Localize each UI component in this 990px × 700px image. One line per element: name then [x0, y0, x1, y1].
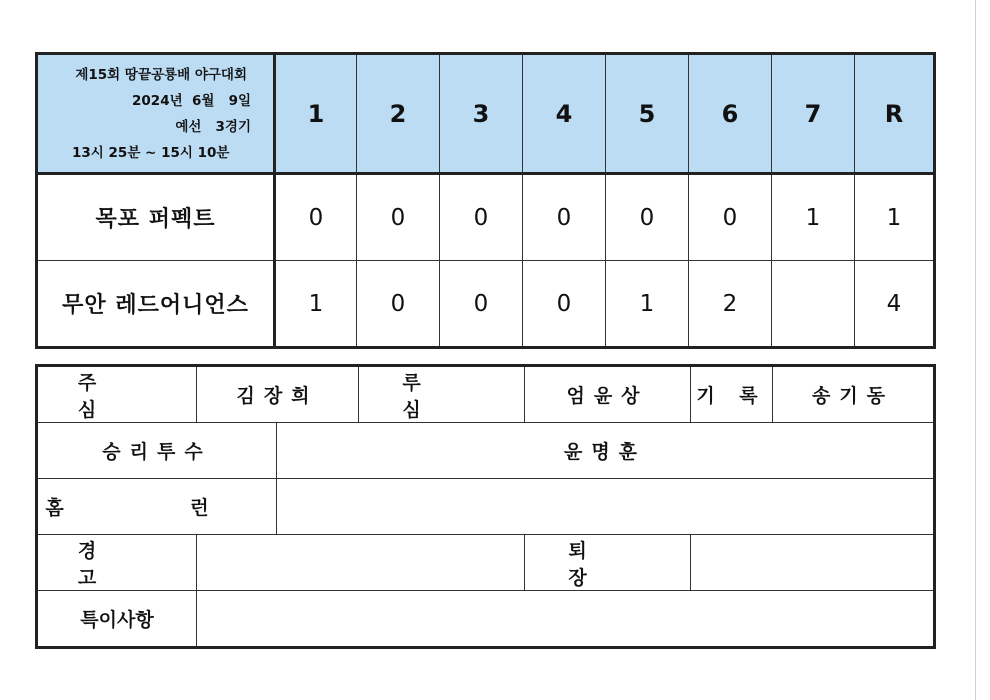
warning-value — [197, 535, 525, 591]
remarks-label: 특이사항 — [37, 591, 197, 648]
umpires-row — [37, 366, 935, 423]
inning-header-4: 4 — [523, 54, 606, 174]
inning-score — [772, 261, 855, 348]
discipline-row — [37, 535, 935, 591]
scorer-label: 기 록 — [691, 366, 773, 423]
inning-header-2: 2 — [357, 54, 440, 174]
winning-pitcher-row — [37, 423, 935, 479]
total-runs: 1 — [855, 174, 935, 261]
chief-umpire-label: 주 심 — [37, 366, 197, 423]
inning-score: 0 — [440, 261, 523, 348]
inning-header-1: 1 — [275, 54, 357, 174]
team-name: 목포 퍼펙트 — [37, 174, 275, 261]
inning-score: 0 — [689, 174, 772, 261]
scoreboard-header-row — [37, 54, 935, 174]
inning-header-7: 7 — [772, 54, 855, 174]
scorer-value: 송기동 — [773, 366, 935, 423]
tournament-title: 제15회 땅끝공룡배 야구대회 — [75, 66, 247, 83]
winning-pitcher-value: 윤명훈 — [277, 423, 935, 479]
inning-score: 0 — [523, 261, 606, 348]
remarks-value — [197, 591, 935, 648]
inning-score: 0 — [523, 174, 606, 261]
remarks-row — [37, 591, 935, 648]
inning-score: 1 — [275, 261, 357, 348]
scan-edge-line — [975, 0, 976, 700]
inning-header-3: 3 — [440, 54, 523, 174]
warning-label: 경 고 — [37, 535, 197, 591]
inning-score: 2 — [689, 261, 772, 348]
inning-score: 0 — [440, 174, 523, 261]
inning-score: 1 — [606, 261, 689, 348]
inning-score: 1 — [772, 174, 855, 261]
home-run-value — [277, 479, 935, 535]
runs-header: R — [855, 54, 935, 174]
inning-score: 0 — [357, 174, 440, 261]
scoreboard-table — [35, 52, 936, 349]
winning-pitcher-label: 승리투수 — [37, 423, 277, 479]
game-time: 13시 25분 ~ 15시 10분 — [72, 144, 230, 161]
total-runs: 4 — [855, 261, 935, 348]
home-run-row — [37, 479, 935, 535]
game-info-cell — [37, 54, 275, 174]
game-date: 2024년 6월 9일 — [132, 92, 251, 109]
ejection-label: 퇴 장 — [525, 535, 691, 591]
inning-score: 0 — [275, 174, 357, 261]
game-round: 예선 3경기 — [175, 118, 251, 135]
officials-table — [35, 364, 936, 649]
base-umpire-value: 엄윤상 — [525, 366, 691, 423]
inning-header-6: 6 — [689, 54, 772, 174]
team-name: 무안 레드어니언스 — [37, 261, 275, 348]
team-row-away — [37, 174, 935, 261]
chief-umpire-value: 김장희 — [197, 366, 359, 423]
inning-score: 0 — [357, 261, 440, 348]
ejection-value — [691, 535, 935, 591]
base-umpire-label: 루 심 — [359, 366, 525, 423]
inning-score: 0 — [606, 174, 689, 261]
team-row-home — [37, 261, 935, 348]
home-run-label: 홈 런 — [37, 479, 277, 535]
inning-header-5: 5 — [606, 54, 689, 174]
